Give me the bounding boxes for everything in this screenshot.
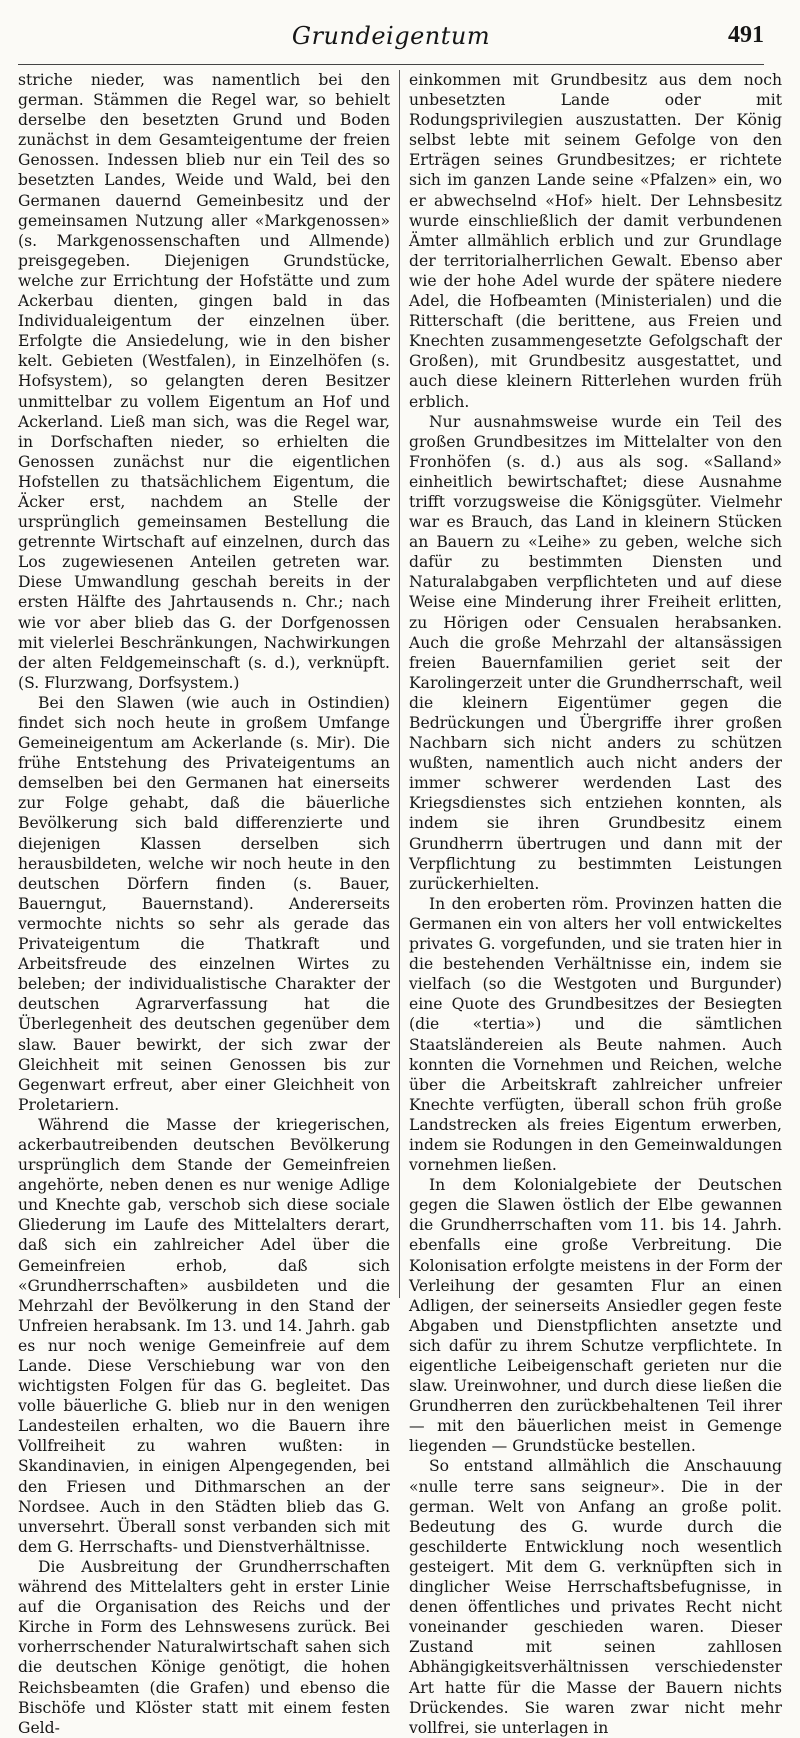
header-rule bbox=[18, 64, 764, 65]
paragraph: So entstand allmählich die Anschauung «nulle terre sans seigneur». Die in der german. Welt von Anfang an große polit. Bedeutung des G. wurde durch die geschilderte Entwicklung noch wesentlich gesteigert. Mit dem G. verknüpften sich in dinglicher Weise Herrschaftsbefugnisse, in denen öffentliches und privates Recht nicht voneinander geschieden waren. Dieser Zustand mit seinen zahllosen Abhängigkeitsverhältnissen verschiedenster Art hatte für die Masse der Bauern nichts Drückendes. Sie waren zwar nicht mehr vollfrei, sie unterlagen in bbox=[409, 1457, 782, 1737]
right-column bbox=[400, 70, 782, 1737]
page-header bbox=[18, 22, 764, 62]
paragraph: In den eroberten röm. Provinzen hatten die Germanen ein von alters her voll entwickeltes privates G. vorgefunden, und sie traten hier in die bestehenden Verhältnisse ein, indem sie vielfach (so die Westgoten und Burgunder) eine Quote des Grundbesitzes der Besiegten (die «tertia») und die sämtlichen Staatsländereien als Beute nahmen. Auch konnten die Vornehmen und Reichen, welche über die Arbeitskraft zahlreicher unfreier Knechte verfügten, überall schon früh große Landstrecken als freies Eigentum erwerben, indem sie Rodungen in den Gemeinwaldungen vornehmen ließen. bbox=[409, 894, 782, 1175]
paragraph: striche nieder, was namentlich bei den german. Stämmen die Regel war, so behielt derselbe den besetzten Grund und Boden zunächst in dem Gesamteigentume der freien Genossen. Indessen blieb nur ein Teil des so besetzten Landes, Weide und Wald, bei den Germanen dauernd Gemeinbesitz und der gemeinsamen Nutzung aller «Markgenossen» (s. Markgenossenschaften und Allmende) preisgegeben. Diejenigen Grundstücke, welche zur Errichtung der Hofstätte und zum Ackerbau dienten, gingen bald in das Individualeigentum der einzelnen über. Erfolgte die Ansiedelung, wie in den bisher kelt. Gebieten (Westfalen), in Einzelhöfen (s. Hofsystem), so gelangten deren Besitzer unmittelbar zu vollem Eigentum an Hof und Ackerland. Ließ man sich, was die Regel war, in Dorfschaften nieder, so erhielten die Genossen zunächst nur die eigentlichen Hofstellen zu thatsächlichem Eigentum, die Äcker erst, nachdem an Stelle der ursprünglich gemeinsamen Bestellung die getrennte Wirtschaft auf einzelnen, durch das Los zugewiesenen Anteilen getreten war. Diese Umwandlung geschah bereits in der ersten Hälfte des Jahrtausends n. Chr.; nach wie vor aber blieb das G. der Dorfgenossen mit vielerlei Beschränkungen, Nachwirkungen der alten Feldgemeinschaft (s. d.), verknüpft. (S. Flurzwang, Dorfsystem.) bbox=[18, 71, 390, 692]
paragraph: In dem Kolonialgebiete der Deutschen gegen die Slawen östlich der Elbe gewannen die Grundherrschaften vom 11. bis 14. Jahrh. ebenfalls eine große Verbreitung. Die Kolonisation erfolgte meistens in der Form der Verleihung der gesamten Flur an einen Adligen, der seinerseits Ansiedler gegen feste Abgaben und Dienstpflichten ansetzte und sich dafür zu ihrem Schutze verpflichtete. In eigentliche Leibeigenschaft gerieten nur die slaw. Ureinwohner, und durch diese ließen die Grundherren den zurückbehaltenen Teil ihrer — mit den bäuerlichen meist in Gemenge liegenden — Grundstücke bestellen. bbox=[409, 1176, 782, 1456]
paragraph: Bei den Slawen (wie auch in Ostindien) findet sich noch heute in großem Umfange Gemeineigentum am Ackerlande (s. Mir). Die frühe Entstehung des Privateigentums an demselben bei den Germanen hat einerseits zur Folge gehabt, daß die bäuerliche Bevölkerung sich bald differenzierte und diejenigen Klassen derselben sich herausbildeten, welche wir noch heute in den deutschen Dörfern finden (s. Bauer, Bauerngut, Bauernstand). Andererseits vermochte nichts so sehr als gerade das Privateigentum die Thatkraft und Arbeitsfreude des einzelnen Wirtes zu beleben; der individualistische Charakter der deutschen Agrarverfassung hat die Überlegenheit des deutschen gegenüber dem slaw. Bauer bewirkt, der sich zwar der Gleichheit mit seinen Genossen bis zur Gegenwart erfreut, aber einer Gleichheit von Proletariern. bbox=[18, 693, 390, 1114]
page-number: 491 bbox=[728, 22, 764, 48]
left-column bbox=[18, 70, 400, 1737]
paragraph: Die Ausbreitung der Grundherrschaften während des Mittelalters geht in erster Linie auf die Organisation des Reichs und der Kirche in Form des Lehnswesens zurück. Bei vorherrschender Naturalwirtschaft sahen sich die deutschen Könige genötigt, die hohen Reichsbeamten (die Grafen) und ebenso die Bischöfe und Klöster statt mit einem festen Geld- bbox=[18, 1557, 390, 1737]
paragraph: Während die Masse der kriegerischen, ackerbautreibenden deutschen Bevölkerung ursprünglich dem Stande der Gemeinfreien angehörte, neben denen es nur wenige Adlige und Knechte gab, verschob sich diese sociale Gliederung im Laufe des Mittelalters derart, daß sich ein zahlreicher Adel über die Gemeinfreien erhob, daß sich «Grundherrschaften» ausbildeten und die Mehrzahl der Bevölkerung in den Stand der Unfreien herabsank. Im 13. und 14. Jahrh. gab es nur noch wenige Gemeinfreie auf dem Lande. Diese Verschiebung war von den wichtigsten Folgen für das G. begleitet. Das volle bäuerliche G. blieb nur in den wenigen Landesteilen erhalten, wo die Bauern ihre Vollfreiheit zu wahren wußten: in Skandinavien, in einigen Alpengegenden, bei den Friesen und Dithmarschen an der Nordsee. Auch in den Städten blieb das G. unversehrt. Überall sonst verbanden sich mit dem G. Herrschafts- und Dienstverhältnisse. bbox=[18, 1115, 390, 1556]
running-head-title: Grundeigentum bbox=[291, 22, 491, 50]
paragraph: Nur ausnahmsweise wurde ein Teil des großen Grundbesitzes im Mittelalter von den Fronhöfen (s. d.) aus als sog. «Salland» einheitlich bewirtschaftet; diese Ausnahme trifft vorzugsweise die Königsgüter. Vielmehr war es Brauch, das Land in kleinern Stücken an Bauern zu «Leihe» zu geben, welche sich dafür zu bestimmten Diensten und Naturalabgaben verpflichteten und auf diese Weise eine Minderung ihrer Freiheit erlitten, zu Hörigen oder Censualen herabsanken. Auch die große Mehrzahl der altansässigen freien Bauernfamilien geriet seit der Karolingerzeit unter die Grundherrschaft, weil die kleinern Eigentümer gegen die Bedrückungen und Übergriffe ihrer großen Nachbarn sich nicht anders zu schützen wußten, namentlich auch nicht anders der immer schwerer werdenden Last des Kriegsdienstes sich entziehen konnten, als indem sie ihren Grundbesitz einem Grundherrn übertrugen und dann mit der Verpflichtung zu bestimmten Leistungen zurückerhielten. bbox=[409, 412, 782, 893]
text-columns bbox=[18, 70, 782, 1737]
paragraph: einkommen mit Grundbesitz aus dem noch unbesetzten Lande oder mit Rodungsprivilegien auszustatten. Der König selbst lebte mit seinem Gefolge von den Erträgen seines Grundbesitzes; er richtete sich im ganzen Lande seine «Pfalzen» ein, wo er abwechselnd «Hof» hielt. Der Lehnsbesitz wurde einschließlich der damit verbundenen Ämter allmählich erblich und zur Grundlage der territorialherrlichen Gewalt. Ebenso aber wie der hohe Adel wurde der spätere niedere Adel, die Hofbeamten (Ministerialen) und die Ritterschaft (die berittene, aus Freien und Knechten zusammengesetzte Gefolgschaft der Großen), mit Grundbesitz ausgestattet, und auch diese kleinern Ritterlehen wurden früh erblich. bbox=[409, 71, 782, 411]
